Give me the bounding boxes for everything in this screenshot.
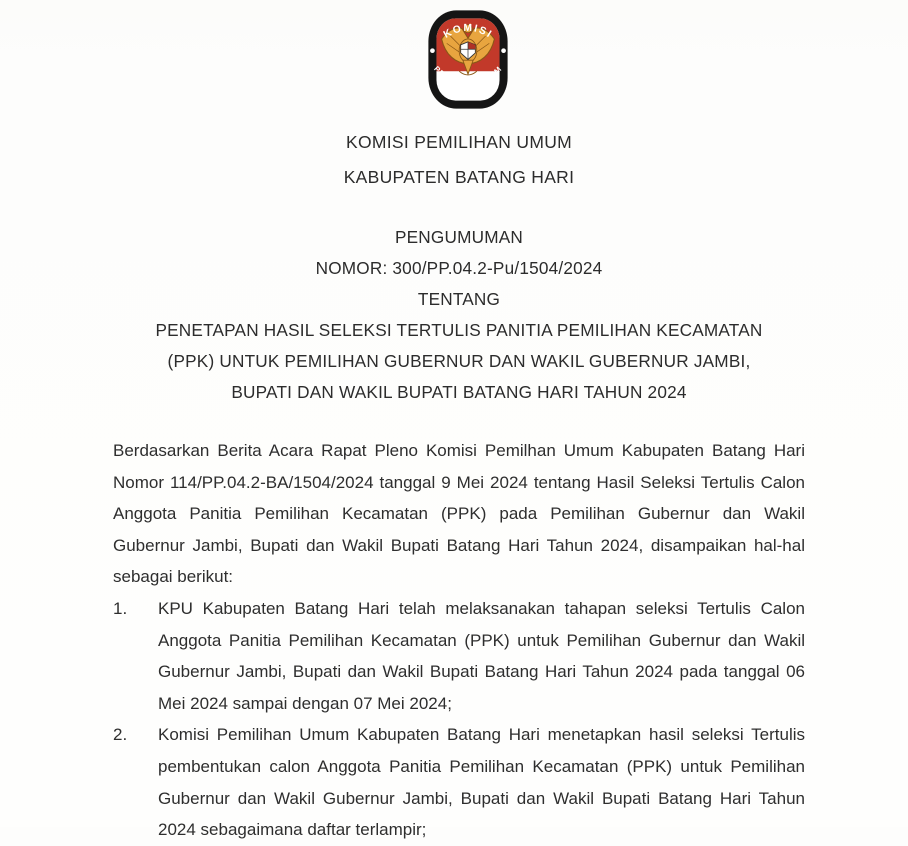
org-name-line1: KOMISI PEMILIHAN UMUM [345,132,573,152]
doc-about-label: TENTANG [417,289,501,309]
intro-paragraph: Berdasarkan Berita Acara Rapat Pleno Komisi Pemilhan Umum Kabupaten Batang Hari Nomor 114/PP.04.2-BA/1504/2024 tanggal 9 Mei 2024 tentang Hasil Seleksi Tertulis Calon Anggota Panitia Pemilihan Kecamatan (PPK) pada Pemilihan Gubernur dan Wakil Gubernur Jambi, Bupati dan Wakil Bupati Batang Hari Tahun 2024, disampaikan hal-hal sebagai berikut: [113,441,805,587]
list-item-1 [113,593,805,719]
doc-title-line3: BUPATI DAN WAKIL BUPATI BATANG HARI TAHUN 2024 [231,382,687,402]
doc-number: NOMOR: 300/PP.04.2-Pu/1504/2024 [315,258,603,278]
doc-type-label: PENGUMUMAN [394,227,524,247]
org-header [113,125,805,195]
numbered-list [113,593,805,846]
document-content [113,0,805,846]
doc-title-line1: PENETAPAN HASIL SELEKSI TERTULIS PANITIA PEMILIHAN KECAMATAN [155,320,763,340]
kpu-logo-icon [424,8,512,111]
item-2-text: Komisi Pemilihan Umum Kabupaten Batang Hari menetapkan hasil seleksi Tertulis pembentukan calon Anggota Panitia Pemilihan Kecamatan (PPK) untuk Pemilihan Gubernur dan Wakil Gubernur Jambi, Bupati dan Wakil Bupati Batang Hari Tahun 2024 sebagaimana daftar terlampir; [158,725,805,840]
item-1-text: KPU Kabupaten Batang Hari telah melaksanakan tahapan seleksi Tertulis Calon Anggota Panitia Pemilihan Kecamatan (PPK) untuk Pemilihan Gubernur dan Wakil Gubernur Jambi, Bupati dan Wakil Bupati Batang Hari Tahun 2024 pada tanggal 06 Mei 2024 sampai dengan 07 Mei 2024; [158,598,805,713]
logo-left-dot [430,48,435,53]
announcement-header [113,222,805,408]
doc-title-line2: (PPK) UNTUK PEMILIHAN GUBERNUR DAN WAKIL GUBERNUR JAMBI, [167,351,751,371]
item-1-number: 1. [113,598,128,618]
org-name-line2: KABUPATEN BATANG HARI [343,167,575,187]
logo-container [113,0,805,116]
item-2-number: 2. [113,725,128,745]
logo-top-text: KOMISI [441,22,495,41]
logo-right-dot [501,48,506,53]
logo-bottom-text: PEMILIHAN UMUM [432,64,504,91]
